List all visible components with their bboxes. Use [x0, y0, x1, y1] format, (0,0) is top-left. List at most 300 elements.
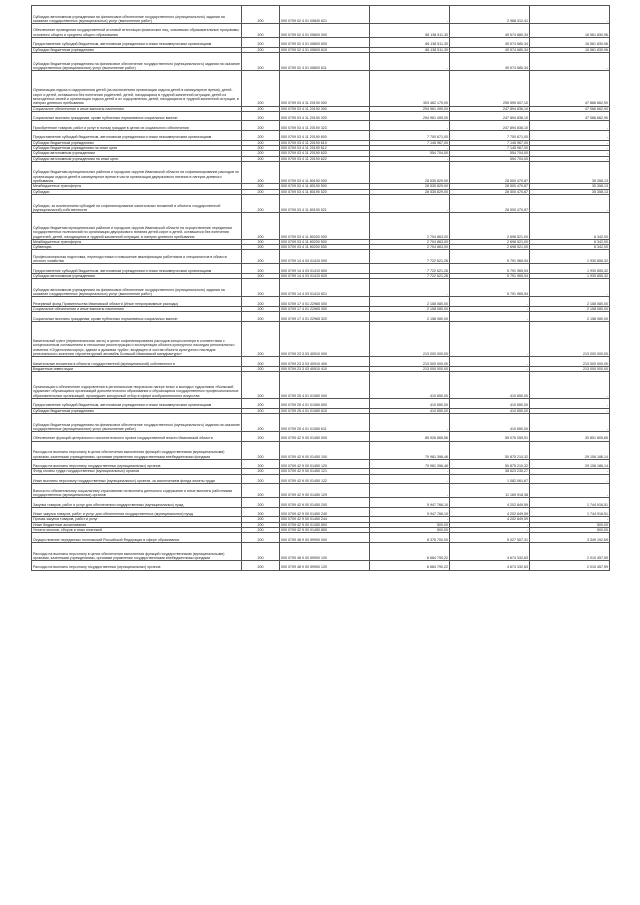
row-code: 200: [242, 145, 280, 150]
row-name: Субсидии: [32, 189, 242, 194]
row-executed: 2 698 521,00: [450, 239, 530, 244]
row-approved: -: [370, 474, 450, 484]
row-executed: 554 704,00: [450, 151, 530, 156]
row-code: 200: [242, 151, 280, 156]
row-approved: -: [370, 6, 450, 24]
row-executed: 28 500 470,87: [450, 184, 530, 189]
row-name: Межбюджетные трансферты: [32, 184, 242, 189]
row-budget-code: 000 0709 03 4 11 80190 500: [280, 184, 370, 189]
row-approved: 5 947 766,10: [370, 498, 450, 508]
row-name: Социальные выплаты гражданам, кроме публичных нормативных социальных выплат: [32, 111, 242, 121]
row-name: Обеспечение проведения государственной итоговой аттестации физических лиц, освоивших образовательные программы основного общего и среднего общего образования: [32, 24, 242, 38]
row-approved: 66 138 511,30: [370, 24, 450, 38]
row-name: Субсидии бюджетным учреждениям на финансовое обеспечение государственного (муниципального) задания на оказание государственных (муниципальных) услуг (выполнение работ): [32, 413, 242, 431]
row-code: 200: [242, 156, 280, 161]
row-budget-code: 000 0709 17 4 01 22965 320: [280, 312, 370, 322]
row-unexecuted: 3 349 192,69: [530, 533, 610, 543]
row-code: 200: [242, 273, 280, 278]
row-executed: 1 082 061,67: [450, 474, 530, 484]
row-executed: 7 145 967,00: [450, 145, 530, 150]
row-approved: 294 961 499,00: [370, 111, 450, 121]
row-budget-code: 000 0709 03 4 11 20190 622: [280, 156, 370, 161]
row-name: Субсидии бюджетным учреждениям: [32, 47, 242, 52]
row-unexecuted: 16 561 830,96: [530, 38, 610, 48]
row-budget-code: 000 0709 03 4 11 20190 620: [280, 151, 370, 156]
row-executed: 410 650,00: [450, 372, 530, 399]
table-row: [32, 459, 610, 469]
row-budget-code: 000 0709 42 9 00 01450 100: [280, 441, 370, 459]
row-approved: 66 138 511,30: [370, 38, 450, 48]
row-approved: 28 535 829,00: [370, 189, 450, 194]
row-code: 200: [242, 366, 280, 371]
row-code: 200: [242, 131, 280, 141]
row-name: Социальное обеспечение и иные выплаты населению: [32, 307, 242, 312]
row-name: Закупка товаров, работ и услуг для обеспечения государственных (муниципальных) нужд: [32, 498, 242, 508]
row-executed: -: [450, 357, 530, 367]
row-budget-code: 000 0709 42 9 00 01450 240: [280, 507, 370, 517]
row-executed: 2 698 521,00: [450, 213, 530, 240]
table-row: [32, 533, 610, 543]
row-code: 200: [242, 71, 280, 106]
row-code: 200: [242, 6, 280, 24]
row-name: Субсидии автономным учреждениям на иные цели: [32, 156, 242, 161]
row-name: Предоставление субсидий бюджетным, автономным учреждениям и иным некоммерческим организациям: [32, 38, 242, 48]
row-approved: 500,00: [370, 528, 450, 533]
table-row: [32, 213, 610, 240]
row-budget-code: 000 0709 25 4 01 01060 610: [280, 408, 370, 413]
row-budget-code: 000 0709 14 4 03 01410 620: [280, 273, 370, 278]
row-approved: 7 722 621,26: [370, 273, 450, 278]
row-executed: 7 700 671,00: [450, 131, 530, 141]
row-code: 200: [242, 279, 280, 297]
row-executed: 410 650,00: [450, 399, 530, 409]
row-approved: -: [370, 145, 450, 150]
row-budget-code: 000 0709 14 4 03 01410 621: [280, 279, 370, 297]
row-name: Субсидии автономным учреждениям на финансовое обеспечение государственного (муниципального) задания на оказание государственных (муниципальных) услуг (выполнение работ): [32, 6, 242, 24]
row-unexecuted: 213 000 000,00: [530, 366, 610, 371]
row-code: 200: [242, 140, 280, 145]
row-executed: 50 875 210,32: [450, 459, 530, 469]
row-name: Субсидии автономным учреждениям: [32, 151, 242, 156]
row-unexecuted: -: [530, 6, 610, 24]
row-code: 200: [242, 239, 280, 244]
table-row: [32, 432, 610, 442]
table-row: [32, 357, 610, 367]
row-unexecuted: 1 930 655,32: [530, 273, 610, 278]
row-approved: 2 158 080,00: [370, 312, 450, 322]
row-code: 200: [242, 213, 280, 240]
row-unexecuted: -: [530, 484, 610, 498]
table-row: [32, 161, 610, 184]
row-name: Предоставление субсидий бюджетным, автономным учреждениям и иным некоммерческим организациям: [32, 264, 242, 274]
row-approved: 7 722 621,26: [370, 250, 450, 264]
row-unexecuted: -: [530, 140, 610, 145]
row-budget-code: 000 0709 02 4 01 05840 621: [280, 6, 370, 24]
row-code: 200: [242, 250, 280, 264]
row-executed: -: [450, 312, 530, 322]
row-executed: 28 500 470,87: [450, 161, 530, 184]
row-name: Предоставление субсидий бюджетным, автономным учреждениям и иным некоммерческим организациям: [32, 131, 242, 141]
row-name: Прочая закупка товаров, работ и услуг: [32, 517, 242, 522]
row-unexecuted: -: [530, 156, 610, 161]
row-unexecuted: 6 342,00: [530, 213, 610, 240]
row-approved: 410 650,00: [370, 399, 450, 409]
row-code: 200: [242, 484, 280, 498]
row-executed: -: [450, 321, 530, 356]
row-budget-code: 000 0709 25 4 01 01060 611: [280, 413, 370, 431]
table-row: [32, 250, 610, 264]
row-unexecuted: -: [530, 145, 610, 150]
row-executed: 55 076 059,91: [450, 432, 530, 442]
row-budget-code: 000 0709 03 4 11 80190 521: [280, 194, 370, 212]
row-executed: 410 650,00: [450, 408, 530, 413]
row-name: Субсидии бюджетам муниципальных районов и городских округов Ивановской области на софинансирование расходов по организации отдыха детей в каникулярное время в части организации двухразового питания в лагерях дневного пребывания: [32, 161, 242, 184]
row-code: 200: [242, 561, 280, 571]
row-budget-code: 000 0709 42 9 00 01450 129: [280, 484, 370, 498]
row-executed: 4 202 849,59: [450, 507, 530, 517]
row-approved: 6 684 790,22: [370, 561, 450, 571]
row-code: 200: [242, 24, 280, 38]
row-name: Субвенции: [32, 245, 242, 250]
row-approved: -: [370, 517, 450, 522]
table-body: [32, 6, 610, 571]
row-code: 200: [242, 121, 280, 131]
row-approved: 8 376 700,00: [370, 533, 450, 543]
row-name: Профессиональная подготовка, переподготовка и повышение квалификации работников и специалистов в области лесного хозяйства: [32, 250, 242, 264]
row-executed: 38 623 230,27: [450, 469, 530, 474]
row-budget-code: 000 0709 42 9 00 01450 244: [280, 517, 370, 522]
row-unexecuted: -: [530, 413, 610, 431]
row-approved: -: [370, 413, 450, 431]
row-approved: 5 947 766,10: [370, 507, 450, 517]
row-name: Иные выплаты персоналу государственных (муниципальных) органов, за исключением фонда оплаты труда: [32, 474, 242, 484]
row-approved: -: [370, 156, 450, 161]
row-budget-code: 000 0709 02 4 01 05600 600: [280, 38, 370, 48]
row-approved: 213 000 000,00: [370, 366, 450, 371]
row-name: Субсидии автономным учреждениям: [32, 273, 242, 278]
row-budget-code: 000 0709 03 4 11 20190 300: [280, 106, 370, 111]
row-approved: 79 981 396,46: [370, 441, 450, 459]
row-executed: 49 574 680,34: [450, 47, 530, 52]
table-row: [32, 279, 610, 297]
row-unexecuted: 16 561 830,96: [530, 24, 610, 38]
row-name: Расходы на выплаты персоналу государственных (муниципальных) органов: [32, 561, 242, 571]
row-approved: 7 145 967,00: [370, 140, 450, 145]
row-executed: -: [450, 366, 530, 371]
row-approved: 2 158 080,00: [370, 307, 450, 312]
row-code: 200: [242, 542, 280, 560]
table-row: [32, 542, 610, 560]
row-approved: 85 926 865,56: [370, 432, 450, 442]
row-approved: 2 704 863,00: [370, 245, 450, 250]
table-row: [32, 474, 610, 484]
row-unexecuted: 35 358,13: [530, 161, 610, 184]
row-unexecuted: 47 866 662,90: [530, 71, 610, 106]
row-budget-code: 000 0709 03 4 11 20190 323: [280, 121, 370, 131]
row-name: Субсидии автономным учреждениям на финансовое обеспечение государственного (муниципального) задания на оказание государственных (муниципальных) услуг (выполнение работ): [32, 279, 242, 297]
row-code: 200: [242, 372, 280, 399]
row-executed: 4 674 332,63: [450, 542, 530, 560]
table-row: [32, 156, 610, 161]
row-budget-code: 000 0709 23 3 03 40910 000: [280, 321, 370, 356]
row-name: Приобретение товаров, работ и услуг в пользу граждан в целях их социального обеспечения: [32, 121, 242, 131]
row-budget-code: 000 0709 42 9 00 01450 000: [280, 432, 370, 442]
row-budget-code: 000 0709 03 4 11 80200 000: [280, 213, 370, 240]
table-row: [32, 507, 610, 517]
row-name: Фонд оплаты труда государственных (муниципальных) органов: [32, 469, 242, 474]
row-unexecuted: 2 158 080,00: [530, 312, 610, 322]
row-executed: 28 500 470,87: [450, 189, 530, 194]
table-row: [32, 312, 610, 322]
row-budget-code: 000 0709 42 9 00 01450 120: [280, 459, 370, 469]
table-row: [32, 106, 610, 111]
row-unexecuted: -: [530, 52, 610, 70]
table-row: [32, 399, 610, 409]
row-name: Уплата налогов, сборов и иных платежей: [32, 528, 242, 533]
row-budget-code: 000 0709 03 4 11 80200 530: [280, 245, 370, 250]
row-executed: 49 574 680,34: [450, 38, 530, 48]
row-unexecuted: -: [530, 194, 610, 212]
row-approved: 2 158 080,00: [370, 297, 450, 307]
row-name: Обеспечение функций центрального исполнительного органа государственной власти Ивановской области: [32, 432, 242, 442]
table-row: [32, 372, 610, 399]
row-name: Бюджетные инвестиции: [32, 366, 242, 371]
table-row: [32, 413, 610, 431]
row-code: 200: [242, 399, 280, 409]
row-name: Предоставление субсидий бюджетным, автономным учреждениям и иным некоммерческим организациям: [32, 399, 242, 409]
row-code: 200: [242, 245, 280, 250]
row-name: Расходы на выплаты персоналу государственных (муниципальных) органов: [32, 459, 242, 469]
row-budget-code: 000 0709 17 4 01 22965 000: [280, 297, 370, 307]
row-budget-code: 000 0709 25 4 01 01060 000: [280, 372, 370, 399]
row-name: Социальные выплаты гражданам, кроме публичных нормативных социальных выплат: [32, 312, 242, 322]
row-approved: 79 981 396,46: [370, 459, 450, 469]
row-unexecuted: 2 158 080,00: [530, 297, 610, 307]
row-unexecuted: -: [530, 151, 610, 156]
row-name: Резервный фонд Правительства Ивановской области (Иные непрограммные расходы): [32, 297, 242, 307]
row-executed: 2 968 312,41: [450, 6, 530, 24]
row-budget-code: 000 0709 02 4 01 05600 000: [280, 24, 370, 38]
row-unexecuted: 35 358,13: [530, 189, 610, 194]
row-unexecuted: 6 342,00: [530, 239, 610, 244]
row-budget-code: 000 0709 03 4 11 20190 610: [280, 140, 370, 145]
row-unexecuted: 47 066 662,90: [530, 106, 610, 111]
row-budget-code: 000 0709 14 4 03 01410 000: [280, 250, 370, 264]
row-unexecuted: 6 342,00: [530, 245, 610, 250]
row-executed: -: [450, 307, 530, 312]
row-name: Расходы на выплаты персоналу в целях обеспечения выполнения функций государственными (муниципальными) органами, казенными учреждениями, органами управления государственными внебюджетными фондами: [32, 441, 242, 459]
row-budget-code: 000 0709 23 3 03 40910 410: [280, 366, 370, 371]
row-unexecuted: 213 000 000,00: [530, 357, 610, 367]
row-executed: 4 674 332,63: [450, 561, 530, 571]
row-code: 200: [242, 432, 280, 442]
table-row: [32, 441, 610, 459]
row-approved: -: [370, 279, 450, 297]
row-name: Взносы по обязательному социальному страхованию на выплаты денежного содержания и иные выплаты работникам государственных (муниципальных) органов: [32, 484, 242, 498]
row-budget-code: 000 0709 03 4 11 80190 520: [280, 189, 370, 194]
row-approved: -: [370, 52, 450, 70]
row-code: 200: [242, 52, 280, 70]
row-code: 200: [242, 357, 280, 367]
row-executed: -: [450, 522, 530, 527]
table-row: [32, 561, 610, 571]
row-approved: 294 961 499,00: [370, 106, 450, 111]
row-budget-code: 000 0709 02 4 01 05600 611: [280, 52, 370, 70]
row-unexecuted: 2 010 457,59: [530, 561, 610, 571]
row-executed: 247 894 836,10: [450, 121, 530, 131]
row-approved: -: [370, 469, 450, 474]
row-budget-code: 000 0709 48 9 00 59900 000: [280, 533, 370, 543]
table-row: [32, 24, 610, 38]
row-unexecuted: -: [530, 121, 610, 131]
row-approved: 554 704,00: [370, 151, 450, 156]
row-approved: 66 138 511,30: [370, 47, 450, 52]
row-name: Иные закупки товаров, работ и услуг для обеспечения государственных (муниципальных) нужд: [32, 507, 242, 517]
row-code: 200: [242, 459, 280, 469]
row-name: Социальное обеспечение и иные выплаты населению: [32, 106, 242, 111]
row-approved: 303 462 170,00: [370, 71, 450, 106]
row-code: 200: [242, 533, 280, 543]
row-name: Организация и обеспечение оздоровления в региональном творческом лагере юных и молодых художников «Волжский художник» обучающихся организаций дополнительного образования и обучающихся государственных профессиональных образовательных организаций, прошедших конкурсный отбор в сфере изобразительного искусства: [32, 372, 242, 399]
row-unexecuted: 213 000 000,00: [530, 321, 610, 356]
table-row: [32, 131, 610, 141]
row-code: 200: [242, 408, 280, 413]
row-approved: 2 704 863,00: [370, 213, 450, 240]
row-code: 200: [242, 47, 280, 52]
row-executed: 5 791 965,94: [450, 264, 530, 274]
row-unexecuted: -: [530, 279, 610, 297]
row-code: 200: [242, 297, 280, 307]
row-code: 200: [242, 38, 280, 48]
row-approved: 410 650,00: [370, 408, 450, 413]
row-executed: 2 698 521,00: [450, 245, 530, 250]
row-name: Иные бюджетные ассигнования: [32, 522, 242, 527]
row-name: Межбюджетные трансферты: [32, 239, 242, 244]
row-unexecuted: -: [530, 474, 610, 484]
row-name: Субсидии бюджетным учреждениям: [32, 140, 242, 145]
row-unexecuted: -: [530, 131, 610, 141]
row-budget-code: 000 0709 42 9 00 01450 800: [280, 522, 370, 527]
row-unexecuted: 2 010 457,59: [530, 542, 610, 560]
row-code: 200: [242, 307, 280, 312]
row-unexecuted: -: [530, 399, 610, 409]
row-code: 200: [242, 517, 280, 522]
row-name: Субсидии бюджетным учреждениям: [32, 408, 242, 413]
row-approved: -: [370, 194, 450, 212]
row-executed: 5 791 965,94: [450, 279, 530, 297]
row-executed: 5 791 965,94: [450, 250, 530, 264]
row-executed: 50 875 210,32: [450, 441, 530, 459]
row-budget-code: 000 0709 03 4 11 20190 600: [280, 131, 370, 141]
row-name: Организация отдыха и оздоровления детей (за исключением организации отдыха детей в каникулярное время), детей-сирот и детей, оставшихся без попечения родителей, детей, находящихся в трудной жизненной ситуации, детей из многодетных семей и организации отдыха детей и их оздоровления, детей, находящихся в трудной жизненной ситуации, в лагерях дневного пребывания: [32, 71, 242, 106]
row-executed: 49 574 680,34: [450, 52, 530, 70]
row-code: 200: [242, 441, 280, 459]
row-budget-code: 000 0709 03 4 11 80190 000: [280, 161, 370, 184]
table-row: [32, 38, 610, 48]
row-executed: 247 894 836,10: [450, 106, 530, 111]
row-unexecuted: 47 066 662,90: [530, 111, 610, 121]
row-code: 200: [242, 111, 280, 121]
row-unexecuted: 1 930 655,32: [530, 250, 610, 264]
row-approved: 6 684 790,22: [370, 542, 450, 560]
row-unexecuted: 30 851 805,65: [530, 432, 610, 442]
row-name: Капитальные вложения в объекты государственной (муниципальной) собственности: [32, 357, 242, 367]
row-name: Субсидии бюджетным учреждениям на иные цели: [32, 145, 242, 150]
row-executed: -: [450, 297, 530, 307]
row-unexecuted: 16 561 830,96: [530, 47, 610, 52]
row-budget-code: 000 0709 42 9 00 01450 122: [280, 474, 370, 484]
row-code: 200: [242, 413, 280, 431]
budget-execution-table: [31, 5, 610, 571]
table-row: [32, 469, 610, 474]
row-executed: 11 169 918,38: [450, 484, 530, 498]
row-name: Осуществление переданных полномочий Российской Федерации в сфере образования: [32, 533, 242, 543]
row-code: 200: [242, 161, 280, 184]
row-code: 200: [242, 498, 280, 508]
table-row: [32, 264, 610, 274]
table-row: [32, 498, 610, 508]
row-unexecuted: 29 106 186,14: [530, 459, 610, 469]
row-approved: 7 722 621,26: [370, 264, 450, 274]
table-row: [32, 121, 610, 131]
row-unexecuted: 1 744 916,51: [530, 498, 610, 508]
row-executed: 4 202 849,59: [450, 498, 530, 508]
row-budget-code: 000 0709 42 9 00 01450 200: [280, 498, 370, 508]
row-budget-code: 000 0709 03 4 11 80200 500: [280, 239, 370, 244]
row-code: 200: [242, 106, 280, 111]
row-unexecuted: -: [530, 408, 610, 413]
row-approved: 28 535 829,00: [370, 184, 450, 189]
row-budget-code: 000 0709 14 4 03 01410 600: [280, 264, 370, 274]
row-unexecuted: -: [530, 372, 610, 399]
row-approved: 410 650,00: [370, 372, 450, 399]
row-unexecuted: -: [530, 469, 610, 474]
row-code: 200: [242, 474, 280, 484]
row-budget-code: 000 0709 03 4 11 20190 612: [280, 145, 370, 150]
row-budget-code: 000 0709 42 9 00 01450 121: [280, 469, 370, 474]
row-code: 200: [242, 522, 280, 527]
row-code: 200: [242, 184, 280, 189]
row-approved: 7 700 671,00: [370, 131, 450, 141]
row-code: 200: [242, 264, 280, 274]
row-code: 200: [242, 312, 280, 322]
row-approved: 213 000 000,00: [370, 357, 450, 367]
row-executed: 255 595 507,10: [450, 71, 530, 106]
table-row: [32, 52, 610, 70]
row-code: 200: [242, 507, 280, 517]
row-budget-code: 000 0709 42 9 00 01450 850: [280, 528, 370, 533]
row-unexecuted: 1 744 916,51: [530, 507, 610, 517]
row-executed: 5 027 507,31: [450, 533, 530, 543]
row-budget-code: 000 0709 02 4 01 05600 610: [280, 47, 370, 52]
row-unexecuted: 2 158 080,00: [530, 307, 610, 312]
row-name: Капитальный грант (первоначальная часть) в целях софинансирования расходов концессионера в соответствии с концессионным соглашением в отношении реконструкции и эксплуатации объекта культурного наследия регионального значения «Отделочная корпус, здание и дымовая труба», входящего в состав объекта культурного наследия регионального значения «Архитектурный ансамбль Большой Ивановской мануфактуры»: [32, 321, 242, 356]
table-row: [32, 71, 610, 106]
row-executed: 49 574 680,34: [450, 24, 530, 38]
row-budget-code: 000 0709 17 4 01 22965 300: [280, 307, 370, 312]
row-code: 200: [242, 189, 280, 194]
row-unexecuted: 29 106 186,14: [530, 441, 610, 459]
row-approved: 2 704 863,00: [370, 239, 450, 244]
row-executed: 410 650,00: [450, 413, 530, 431]
row-name: Расходы на выплаты персоналу в целях обеспечения выполнения функций государственными (муниципальными) органами, казенными учреждениями, органами управления государственными внебюджетными фондами: [32, 542, 242, 560]
row-executed: 247 894 836,10: [450, 111, 530, 121]
row-name: Субсидии бюджетам муниципальных районов и городских округов Ивановской области на осуществление переданных государственных полномочий по организации двухразового питания детей-сирот и детей, оставшихся без попечения родителей, детей, находящихся в трудной жизненной ситуации, в лагерях дневного пребывания: [32, 213, 242, 240]
row-code: 200: [242, 321, 280, 356]
row-budget-code: 000 0709 48 9 00 59900 120: [280, 561, 370, 571]
row-unexecuted: 1 930 655,32: [530, 264, 610, 274]
row-unexecuted: 35 358,13: [530, 184, 610, 189]
